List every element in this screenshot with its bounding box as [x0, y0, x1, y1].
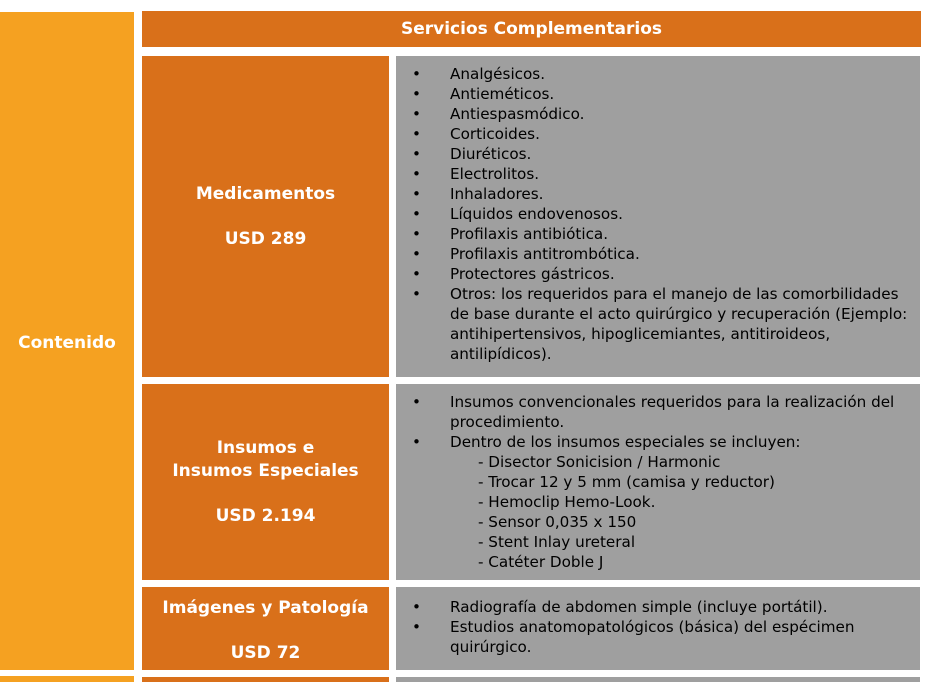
detail-insumos: [396, 384, 920, 580]
list-item: • Estudios anatomopatológicos (básica) del espécimen quirúrgico.: [412, 617, 920, 657]
list-item: • Inhaladores.: [412, 184, 920, 204]
category-price: USD 289: [224, 228, 307, 249]
list-item: • Dentro de los insumos especiales se incluyen:: [412, 432, 920, 452]
category-medicamentos: [142, 56, 389, 377]
category-imagenes: [142, 587, 389, 670]
table-header: [142, 11, 921, 47]
list-item: - Hemoclip Hemo-Look.: [478, 493, 656, 511]
detail-imagenes: [396, 587, 920, 670]
list-item: • Antieméticos.: [412, 84, 920, 104]
header-title: Servicios Complementarios: [400, 19, 663, 39]
list-item: • Corticoides.: [412, 124, 920, 144]
list-item: - Catéter Doble J: [478, 553, 604, 571]
list-item: - Trocar 12 y 5 mm (camisa y reductor): [478, 473, 775, 491]
content-column-continuation: [0, 676, 134, 682]
content-label: Contenido: [18, 333, 116, 353]
list-item: • Analgésicos.: [412, 64, 920, 84]
medicamentos-list: [412, 64, 920, 364]
detail-medicamentos: [396, 56, 920, 377]
category-price: USD 2.194: [215, 505, 316, 526]
insumos-list: [412, 392, 920, 452]
next-row-detail-edge: [396, 677, 920, 682]
content-column: [0, 12, 134, 670]
list-item: - Sensor 0,035 x 150: [478, 513, 637, 531]
list-item: • Radiografía de abdomen simple (incluye portátil).: [412, 597, 920, 617]
category-insumos: [142, 384, 389, 580]
list-item: - Disector Sonicision / Harmonic: [478, 453, 721, 471]
list-item: • Insumos convencionales requeridos para la realización del procedimiento.: [412, 392, 920, 432]
list-item: • Electrolitos.: [412, 164, 920, 184]
category-price: USD 72: [230, 643, 301, 663]
category-name-line2: Insumos Especiales: [172, 460, 359, 481]
list-item: • Profilaxis antitrombótica.: [412, 244, 920, 264]
category-name: Medicamentos: [195, 183, 336, 204]
list-item: • Diuréticos.: [412, 144, 920, 164]
category-name: Imágenes y Patología: [162, 598, 369, 618]
list-item: • Profilaxis antibiótica.: [412, 224, 920, 244]
list-item: • Protectores gástricos.: [412, 264, 920, 284]
list-item: - Stent Inlay ureteral: [478, 533, 636, 551]
list-item: • Otros: los requeridos para el manejo de las comorbilidades de base durante el acto quirúrgico y recuperación (Ejemplo: antihipertensivos, hipoglicemiantes, antitiroideos, antilipídicos).: [412, 284, 920, 364]
imagenes-list: [412, 597, 920, 657]
list-item: • Antiespasmódico.: [412, 104, 920, 124]
insumos-special-list: [412, 452, 920, 572]
next-row-category-edge: [142, 677, 389, 682]
category-name-line1: Insumos e: [216, 437, 315, 458]
list-item: • Líquidos endovenosos.: [412, 204, 920, 224]
